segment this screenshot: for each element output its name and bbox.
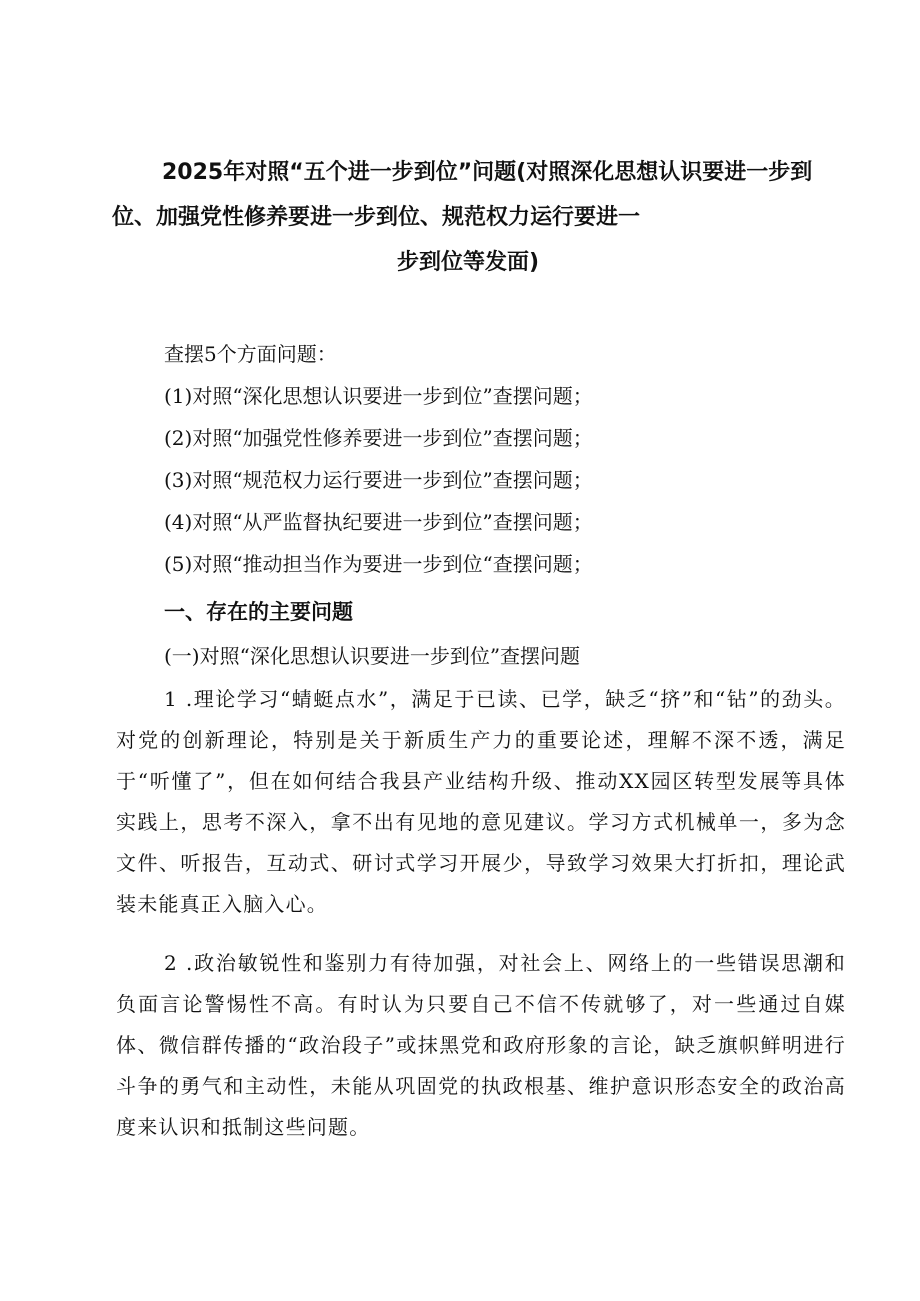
sub-heading: (一)对照“深化思想认识要进一步到位”查摆问题 xyxy=(164,644,581,668)
title-line-3: 步到位等发面) xyxy=(397,250,540,275)
overview-item: (1)对照“深化思想认识要进一步到位”查摆问题； xyxy=(164,384,593,408)
overview-intro: 查摆5个方面问题： xyxy=(164,342,337,366)
overview-item: (3)对照“规范权力运行要进一步到位”查摆问题； xyxy=(164,468,593,492)
document-title xyxy=(112,150,842,285)
title-line-1: 2025年对照“五个进一步到位”问题(对照深化思想认识要进一步到 xyxy=(162,160,813,185)
title-line-2: 位、加强党性修养要进一步到位、规范权力运行要进一 xyxy=(112,205,641,230)
overview-item: (5)对照“推动担当作为要进一步到位“查摆问题； xyxy=(164,552,593,576)
body-paragraph: 2 .政治敏锐性和鉴别力有待加强，对社会上、网络上的一些错误思潮和负面言论警惕性不高。有时认为只要自己不信不传就够了，对一些通过自媒体、微信群传播的“政治段子”或抹黑党和政府形象的言论，缺乏旗帜鲜明进行斗争的勇气和主动性，未能从巩固党的执政根基、维护意识形态安全的政治高度来认识和抵制这些问题。 xyxy=(116,951,846,1139)
overview-list xyxy=(164,333,844,585)
body-paragraph: 1 .理论学习“蜻蜓点水”，满足于已读、已学，缺乏“挤”和“钻”的劲头。对党的创新理论，特别是关于新质生产力的重要论述，理解不深不透，满足于“听懂了”，但在如何结合我县产业结构升级、推动XX园区转型发展等具体实践上，思考不深入，拿不出有见地的意见建议。学习方式机械单一，多为念文件、听报告，互动式、研讨式学习开展少，导致学习效果大打折扣，理论武装未能真正入脑入心。 xyxy=(116,687,846,916)
section-heading: 一、存在的主要问题 xyxy=(164,600,353,624)
overview-item: (2)对照“加强党性修养要进一步到位”查摆问题； xyxy=(164,426,593,450)
overview-item: (4)对照“从严监督执纪要进一步到位”查摆问题； xyxy=(164,510,593,534)
